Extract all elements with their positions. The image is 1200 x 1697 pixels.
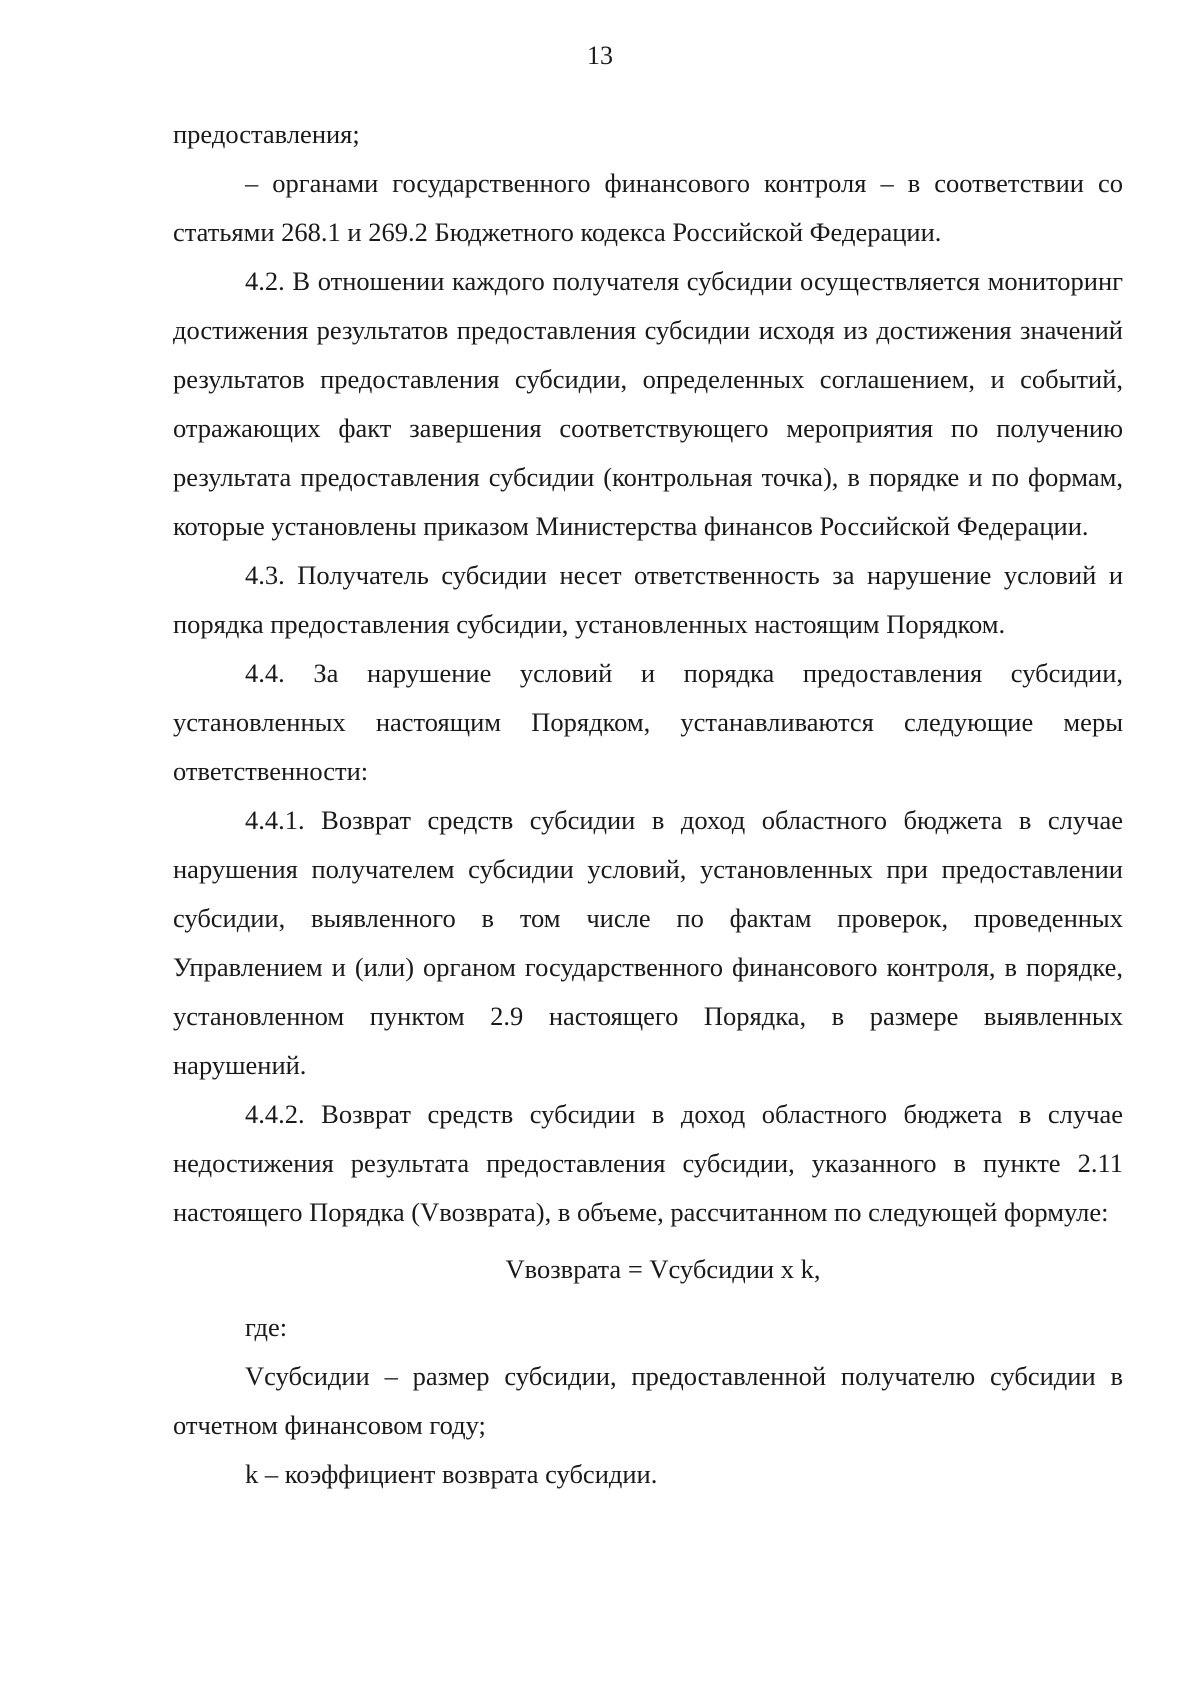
paragraph-continuation: предоставления; bbox=[173, 119, 360, 149]
document-body bbox=[173, 110, 1123, 1499]
where-label: где: bbox=[245, 1312, 288, 1342]
paragraph-4-4-1: 4.4.1. Возврат средств субсидии в доход областного бюджета в случае нарушения получателем субсидии условий, установленных при предоставлении субсидии, выявленного в том числе по фактам проверок, проведенных Управлением и (или) органом государственного финансового контроля, в порядке, установленном пунктом 2.9 настоящего Порядка, в размере выявленных нарушений. bbox=[173, 805, 1123, 1080]
paragraph-4-4: 4.4. За нарушение условий и порядка предоставления субсидии, установленных настоящим Порядком, устанавливаются следующие меры ответственности: bbox=[173, 658, 1123, 786]
paragraph-4-4-2: 4.4.2. Возврат средств субсидии в доход областного бюджета в случае недостижения результата предоставления субсидии, указанного в пункте 2.11 настоящего Порядка (Vвозврата), в объеме, рассчитанном по следующей формуле: bbox=[173, 1099, 1123, 1227]
paragraph-4-3: 4.3. Получатель субсидии несет ответственность за нарушение условий и порядка предоставления субсидии, установленных настоящим Порядком. bbox=[173, 560, 1123, 639]
paragraph-4-2: 4.2. В отношении каждого получателя субсидии осуществляется мониторинг достижения результатов предоставления субсидии исходя из достижения значений результатов предоставления субсидии, определенных соглашением, и событий, отражающих факт завершения соответствующего мероприятия по получению результата предоставления субсидии (контрольная точка), в порядке и по формам, которые установлены приказом Министерства финансов Российской Федерации. bbox=[173, 266, 1123, 541]
page-number: 13 bbox=[587, 41, 613, 70]
definition-v-subsidy: Vсубсидии – размер субсидии, предоставленной получателю субсидии в отчетном финансовом году; bbox=[173, 1361, 1123, 1440]
definition-k: k – коэффициент возврата субсидии. bbox=[245, 1459, 658, 1489]
paragraph-financial-control: – органами государственного финансового контроля – в соответствии со статьями 268.1 и 269.2 Бюджетного кодекса Российской Федерации. bbox=[173, 168, 1123, 247]
formula: Vвозврата = Vсубсидии x k, bbox=[505, 1254, 821, 1284]
